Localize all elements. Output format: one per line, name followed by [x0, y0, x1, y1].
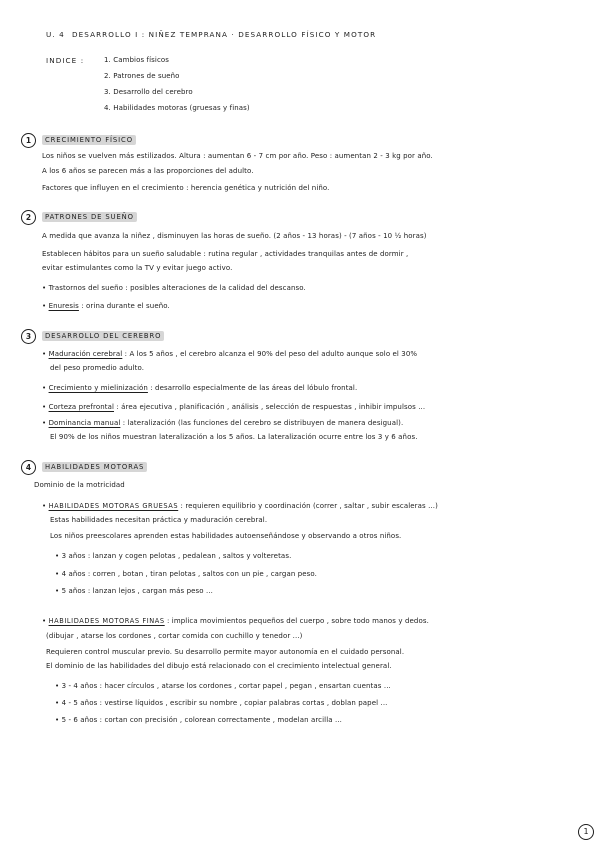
text-line: El dominio de las habilidades del dibujo está relacionado con el crecimiento intelectual general.	[46, 662, 392, 670]
section-title: HABILIDADES MOTORAS	[42, 462, 147, 472]
list-item: • Crecimiento y mielinización : desarrollo especialmente de las áreas del lóbulo frontal.	[42, 384, 357, 392]
index-label: INDICE :	[46, 56, 85, 65]
text-line: del peso promedio adulto.	[50, 364, 145, 372]
list-item: • HABILIDADES MOTORAS GRUESAS : requieren equilibrio y coordinación (correr , saltar , subir escaleras ...)	[42, 502, 438, 510]
age-label: 5 años	[61, 587, 86, 595]
section-title: CRECIMIENTO FÍSICO	[42, 135, 136, 145]
text-line: Establecen hábitos para un sueño saludable : rutina regular , actividades tranquilas antes de dormir ,	[42, 250, 409, 258]
text-line: A medida que avanza la niñez , disminuyen las horas de sueño. (2 años - 13 horas) - (7 años - 10 ½ horas)	[42, 232, 427, 240]
index-item: 4. Habilidades motoras (gruesas y finas)	[104, 104, 250, 112]
text-line: (dibujar , atarse los cordones , cortar comida con cuchillo y tenedor ...)	[46, 632, 303, 640]
index-item: 2. Patrones de sueño	[104, 72, 180, 80]
list-item: • 4 - 5 años : vestirse líquidos , escribir su nombre , copiar palabras cortas , doblan papel ...	[55, 699, 387, 707]
text-line: Los niños preescolares aprenden estas habilidades autoenseñándose y observando a otros niños.	[50, 532, 402, 540]
section-title: DESARROLLO DEL CEREBRO	[42, 331, 164, 341]
age-label: 3 - 4 años	[61, 682, 98, 690]
text-line: Factores que influyen en el crecimiento : herencia genética y nutrición del niño.	[42, 184, 330, 192]
list-item: • 5 años : lanzan lejos , cargan más peso ...	[55, 587, 213, 595]
term: Trastornos del sueño	[48, 284, 124, 292]
text-line: Estas habilidades necesitan práctica y maduración cerebral.	[50, 516, 268, 524]
list-item: • Trastornos del sueño : posibles alteraciones de la calidad del descanso.	[42, 284, 306, 292]
section-number: 4	[21, 460, 36, 475]
age-label: 5 - 6 años	[61, 716, 98, 724]
list-item: • 3 años : lanzan y cogen pelotas , pedalean , saltos y volteretas.	[55, 552, 291, 560]
term: Enuresis	[48, 302, 79, 310]
term: HABILIDADES MOTORAS FINAS	[48, 617, 165, 625]
list-item: • 4 años : corren , botan , tiran pelotas , saltos con un pie , cargan peso.	[55, 570, 317, 578]
text-line: evitar estimulantes como la TV y evitar juego activo.	[42, 264, 233, 272]
unit-label: U. 4	[46, 30, 65, 39]
term: Maduración cerebral	[48, 350, 123, 358]
text-line: Los niños se vuelven más estilizados. Altura : aumentan 6 - 7 cm por año. Peso : aumentan 2 - 3 kg por año.	[42, 152, 433, 160]
list-item: • 5 - 6 años : cortan con precisión , colorean correctamente , modelan arcilla ...	[55, 716, 342, 724]
term: HABILIDADES MOTORAS GRUESAS	[48, 502, 179, 510]
term: Corteza prefrontal	[48, 403, 115, 411]
section-number: 1	[21, 133, 36, 148]
list-item: • Corteza prefrontal : área ejecutiva , planificación , análisis , selección de respuestas , inhibir impulsos ...	[42, 403, 425, 411]
subtitle: Dominio de la motricidad	[34, 481, 125, 489]
section-number: 2	[21, 210, 36, 225]
list-item: • Dominancia manual : lateralización (las funciones del cerebro se distribuyen de manera desigual).	[42, 419, 403, 427]
list-item: • Maduración cerebral : A los 5 años , el cerebro alcanza el 90% del peso del adulto aunque solo el 30%	[42, 350, 417, 358]
page-number: 1	[578, 824, 594, 840]
section-title: PATRONES DE SUEÑO	[42, 212, 137, 222]
section-number: 3	[21, 329, 36, 344]
list-item: • 3 - 4 años : hacer círculos , atarse los cordones , cortar papel , pegan , ensartan cuentas ...	[55, 682, 391, 690]
term: Dominancia manual	[48, 419, 121, 427]
term: Crecimiento y mielinización	[48, 384, 148, 392]
list-item: • HABILIDADES MOTORAS FINAS : implica movimientos pequeños del cuerpo , sobre todo manos y dedos.	[42, 617, 429, 625]
page-title: DESARROLLO I : NIÑEZ TEMPRANA · DESARROLLO FÍSICO Y MOTOR	[72, 30, 377, 39]
index-item: 3. Desarrollo del cerebro	[104, 88, 193, 96]
index-item: 1. Cambios físicos	[104, 56, 170, 64]
text-line: Requieren control muscular previo. Su desarrollo permite mayor autonomía en el cuidado personal.	[46, 648, 405, 656]
age-label: 3 años	[61, 552, 86, 560]
age-label: 4 - 5 años	[61, 699, 98, 707]
text-line: A los 6 años se parecen más a las proporciones del adulto.	[42, 167, 254, 175]
list-item: • Enuresis : orina durante el sueño.	[42, 302, 170, 310]
text-line: El 90% de los niños muestran lateralización a los 5 años. La lateralización ocurre entre los 3 y 6 años.	[50, 433, 418, 441]
age-label: 4 años	[61, 570, 86, 578]
